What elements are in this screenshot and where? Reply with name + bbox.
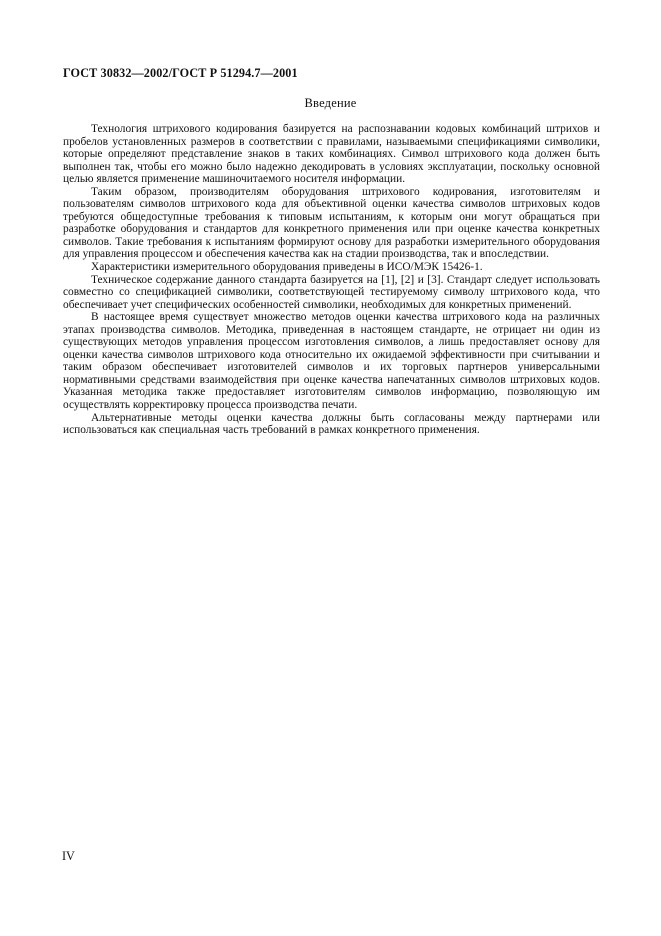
paragraph-technical-content: Техническое содержание данного стандарта базируется на [1], [2] и [3]. Стандарт следует использовать совместно со спецификацией символики, соответствующей тестируемому символу штрихового кода, что обеспечивает учет специфических особенностей символики, необходимых для конкретных применений. [63, 273, 600, 311]
paragraph-alternative-methods: Альтернативные методы оценки качества должны быть согласованы между партнерами или использоваться как специальная часть требований в рамках конкретного применения. [63, 411, 600, 437]
introduction-body [63, 123, 600, 437]
document-code-header: ГОСТ 30832—2002/ГОСТ Р 51294.7—2001 [63, 66, 298, 80]
paragraph-test-requirements: Таким образом, производителям оборудования штрихового кодирования, изготовителям и пользователям символов штрихового кода для объективной оценки качества символов штриховых кодов требуются общедоступные требования к типовым испытаниям, к которым они могут обращаться при разработке оборудования и стандартов для конкретного применения или при оценке качества конкретных символов. Такие требования к испытаниям формируют основу для разработки измерительного оборудования для управления процессом и обеспечения качества как на стадии производства, так и впоследствии. [63, 185, 600, 261]
section-title: Введение [304, 96, 357, 110]
paragraph-quality-methods: В настоящее время существует множество методов оценки качества штрихового кода на различных этапах производства символов. Методика, приведенная в настоящем стандарте, не отрицает ни один из существующих методов управления процессом изготовления символов, а лишь предоставляет основу для оценки качества символов штрихового кода относительно их ожидаемой эффективности при считывании и таким образом обеспечивает изготовителей символов и их торговых партнеров универсальными нормативными средствами взаимодействия при оценке качества напечатанных символов штриховых кодов. Указанная методика также предоставляет изготовителям символов информацию, позволяющую им осуществлять корректировку процесса производства печати. [63, 311, 600, 412]
page-number: IV [62, 849, 75, 863]
paragraph-measuring-equipment: Характеристики измерительного оборудования приведены в ИСО/МЭК 15426-1. [91, 261, 483, 274]
paragraph-barcode-technology: Технология штрихового кодирования базируется на распознавании кодовых комбинаций штрихов и пробелов установленных размеров в соответствии с правилами, называемыми спецификациями символики, которые определяют представление знаков в таких комбинациях. Символ штрихового кода должен быть выполнен так, чтобы его можно было надежно декодировать в условиях эксплуатации, поскольку основной целью является применение машиночитаемого носителя информации. [63, 123, 600, 186]
